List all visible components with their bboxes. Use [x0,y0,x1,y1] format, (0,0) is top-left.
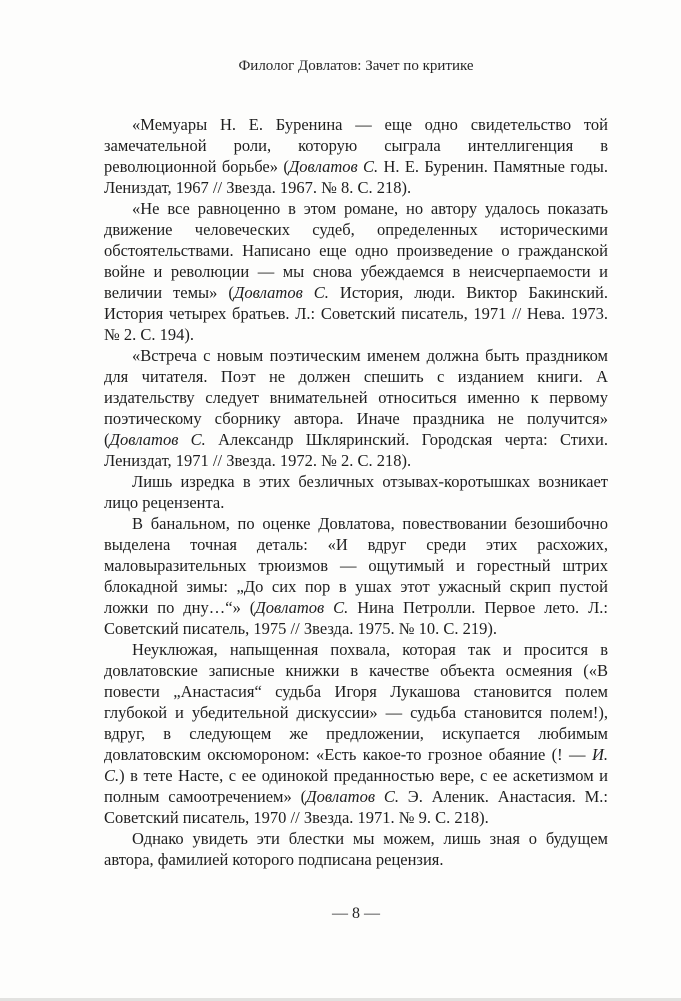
text-run: Неуклюжая, напыщенная похвала, которая так и просится в довлатовские записные книжки в качестве объекта осмеяния («В повести „Анастасия“ судьба Игоря Лукашова становится полем глубокой и убедительной дискуссии» — судьба становится полем!), вдруг, в следующем же предложении, искупается любимым довлатовским оксюмороном: «Есть какое-то грозное обаяние (! — [104,640,608,764]
running-head: Филолог Довлатов: Зачет по критике [238,58,474,74]
text-run: История, люди. Виктор Бакинский. История четырех братьев. Л.: Советский писатель, 1971 // Нева. 1973. № 2. С. 194). [104,283,609,344]
paragraph [104,345,608,471]
citation-author-italic: Довлатов С. [109,430,206,449]
citation-author-italic: Довлатов С. [233,283,329,302]
text-run: Н. Е. Буренин. Памятные годы. Лениздат, 1967 // Звезда. 1967. № 8. С. 218). [104,157,608,197]
text-run: Э. Аленик. Анастасия. М.: Советский писатель, 1970 // Звезда. 1971. № 9. С. 218). [104,787,608,827]
text-run: ) в тете Насте, с ее одинокой преданностью вере, с ее аскетизмом и полным самоотречением» ( [104,766,608,806]
paragraph [104,471,608,513]
citation-author-italic: Довлатов С. [255,598,349,617]
paragraph [104,198,608,345]
text-run: Александр Шкляринский. Городская черта: Стихи. Лениздат, 1971 // Звезда. 1972. № 2. С. 218). [104,430,608,470]
text-run: Лишь изредка в этих безличных отзывах-коротышках возникает лицо рецензента. [104,472,608,512]
page-number: — 8 — [332,905,380,922]
paragraph [104,639,608,828]
paragraph [104,114,608,198]
text-run: «Мемуары Н. Е. Буренина — еще одно свидетельство той замечательной роли, которую сыграла интеллигенция в революционной борьбе» ( [104,115,608,176]
citation-author-italic: И. С. [104,745,608,785]
citation-author-italic: Довлатов С. [306,787,399,806]
citation-author-italic: Довлатов С. [288,157,379,176]
paragraph [104,513,608,639]
text-run: В банальном, по оценке Довлатова, повествовании безошибочно выделена точная деталь: «И вдруг среди этих расхожих, маловыразительных трюизмов — ощутимый и горестный штрих блокадной зимы: „До сих пор в ушах этот ужасный скрип пустой ложки по дну…“» ( [104,514,608,617]
body-text [104,114,608,870]
text-run: Однако увидеть эти блестки мы можем, лишь зная о будущем автора, фамилией которого подписана рецензия. [104,829,608,869]
text-run: Нина Петролли. Первое лето. Л.: Советский писатель, 1975 // Звезда. 1975. № 10. С. 219). [104,598,608,638]
text-run: «Встреча с новым поэтическим именем должна быть праздником для читателя. Поэт не должен спешить с изданием книги. А издательству следует внимательней относиться именно к первому поэтическому сборнику автора. Иначе праздника не получится» ( [104,346,608,449]
paragraph [104,828,608,870]
text-run: «Не все равноценно в этом романе, но автору удалось показать движение человеческих судеб, определенных историческими обстоятельствами. Написано еще одно произведение о гражданской войне и революции — мы снова убеждаемся в неисчерпаемости и величии темы» ( [104,199,608,302]
